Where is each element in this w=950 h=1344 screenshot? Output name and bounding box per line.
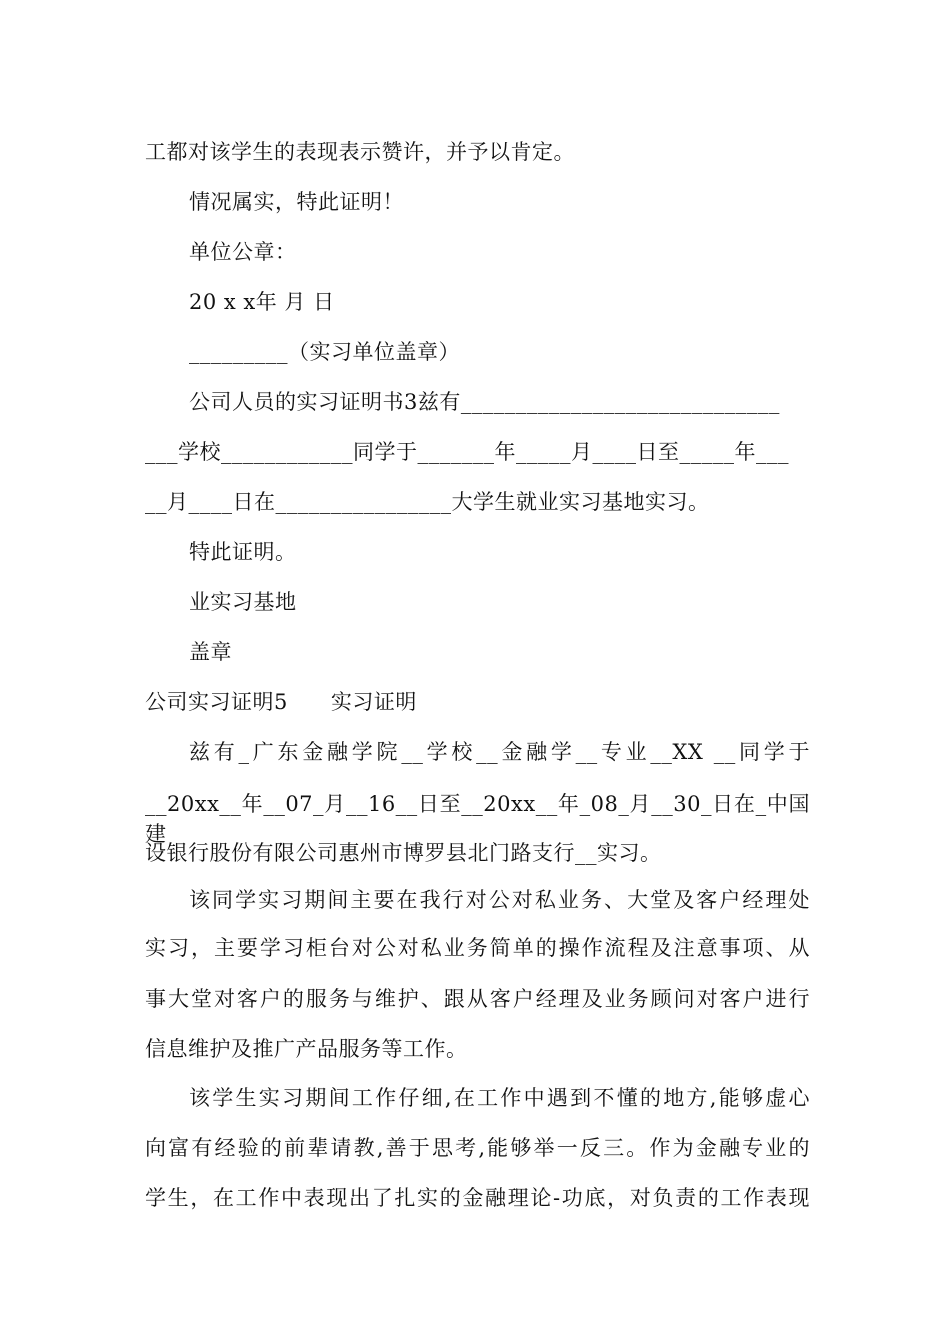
text-line: 特此证明。 (189, 540, 297, 564)
section-heading: 公司实习证明5 实习证明 (145, 690, 417, 714)
text-line: 20 x x年 月 日 (189, 290, 335, 314)
text-line: 学生，在工作中表现出了扎实的金融理论-功底，对负责的工作表现 (145, 1186, 810, 1210)
text-line: 工都对该学生的表现表示赞许，并予以肯定。 (145, 140, 575, 164)
text-line: 单位公章： (189, 240, 297, 264)
text-line: 向富有经验的前辈请教,善于思考,能够举一反三。作为金融专业的 (145, 1136, 810, 1160)
text-line: 情况属实，特此证明！ (189, 190, 404, 214)
text-line: __20xx__年__07_月__16__日至__20xx__年_08_月__30_日在_中国建 (145, 792, 810, 846)
text-line: 实习，主要学习柜台对公对私业务简单的操作流程及注意事项、从 (145, 936, 810, 960)
text-line: _________（实习单位盖章） (189, 340, 460, 364)
text-line: 盖章 (189, 640, 232, 664)
text-line: 业实习基地 (189, 590, 297, 614)
text-line: 事大堂对客户的服务与维护、跟从客户经理及业务顾问对客户进行 (145, 987, 810, 1011)
text-line: 兹有_广东金融学院__学校__金融学__专业__XX __同学于 (189, 740, 810, 764)
text-line: 该学生实习期间工作仔细,在工作中遇到不懂的地方,能够虚心 (189, 1086, 810, 1110)
text-line: 信息维护及推广产品服务等工作。 (145, 1037, 468, 1061)
text-line: 公司人员的实习证明书3兹有_____________________________ (189, 390, 780, 414)
text-line: __月____日在________________大学生就业实习基地实习。 (145, 490, 710, 514)
text-line: ___学校____________同学于_______年_____月____日至_____年___ (145, 440, 789, 464)
text-line: 该同学实习期间主要在我行对公对私业务、大堂及客户经理处 (189, 888, 810, 912)
text-line: 设银行股份有限公司惠州市博罗县北门路支行__实习。 (145, 841, 662, 865)
